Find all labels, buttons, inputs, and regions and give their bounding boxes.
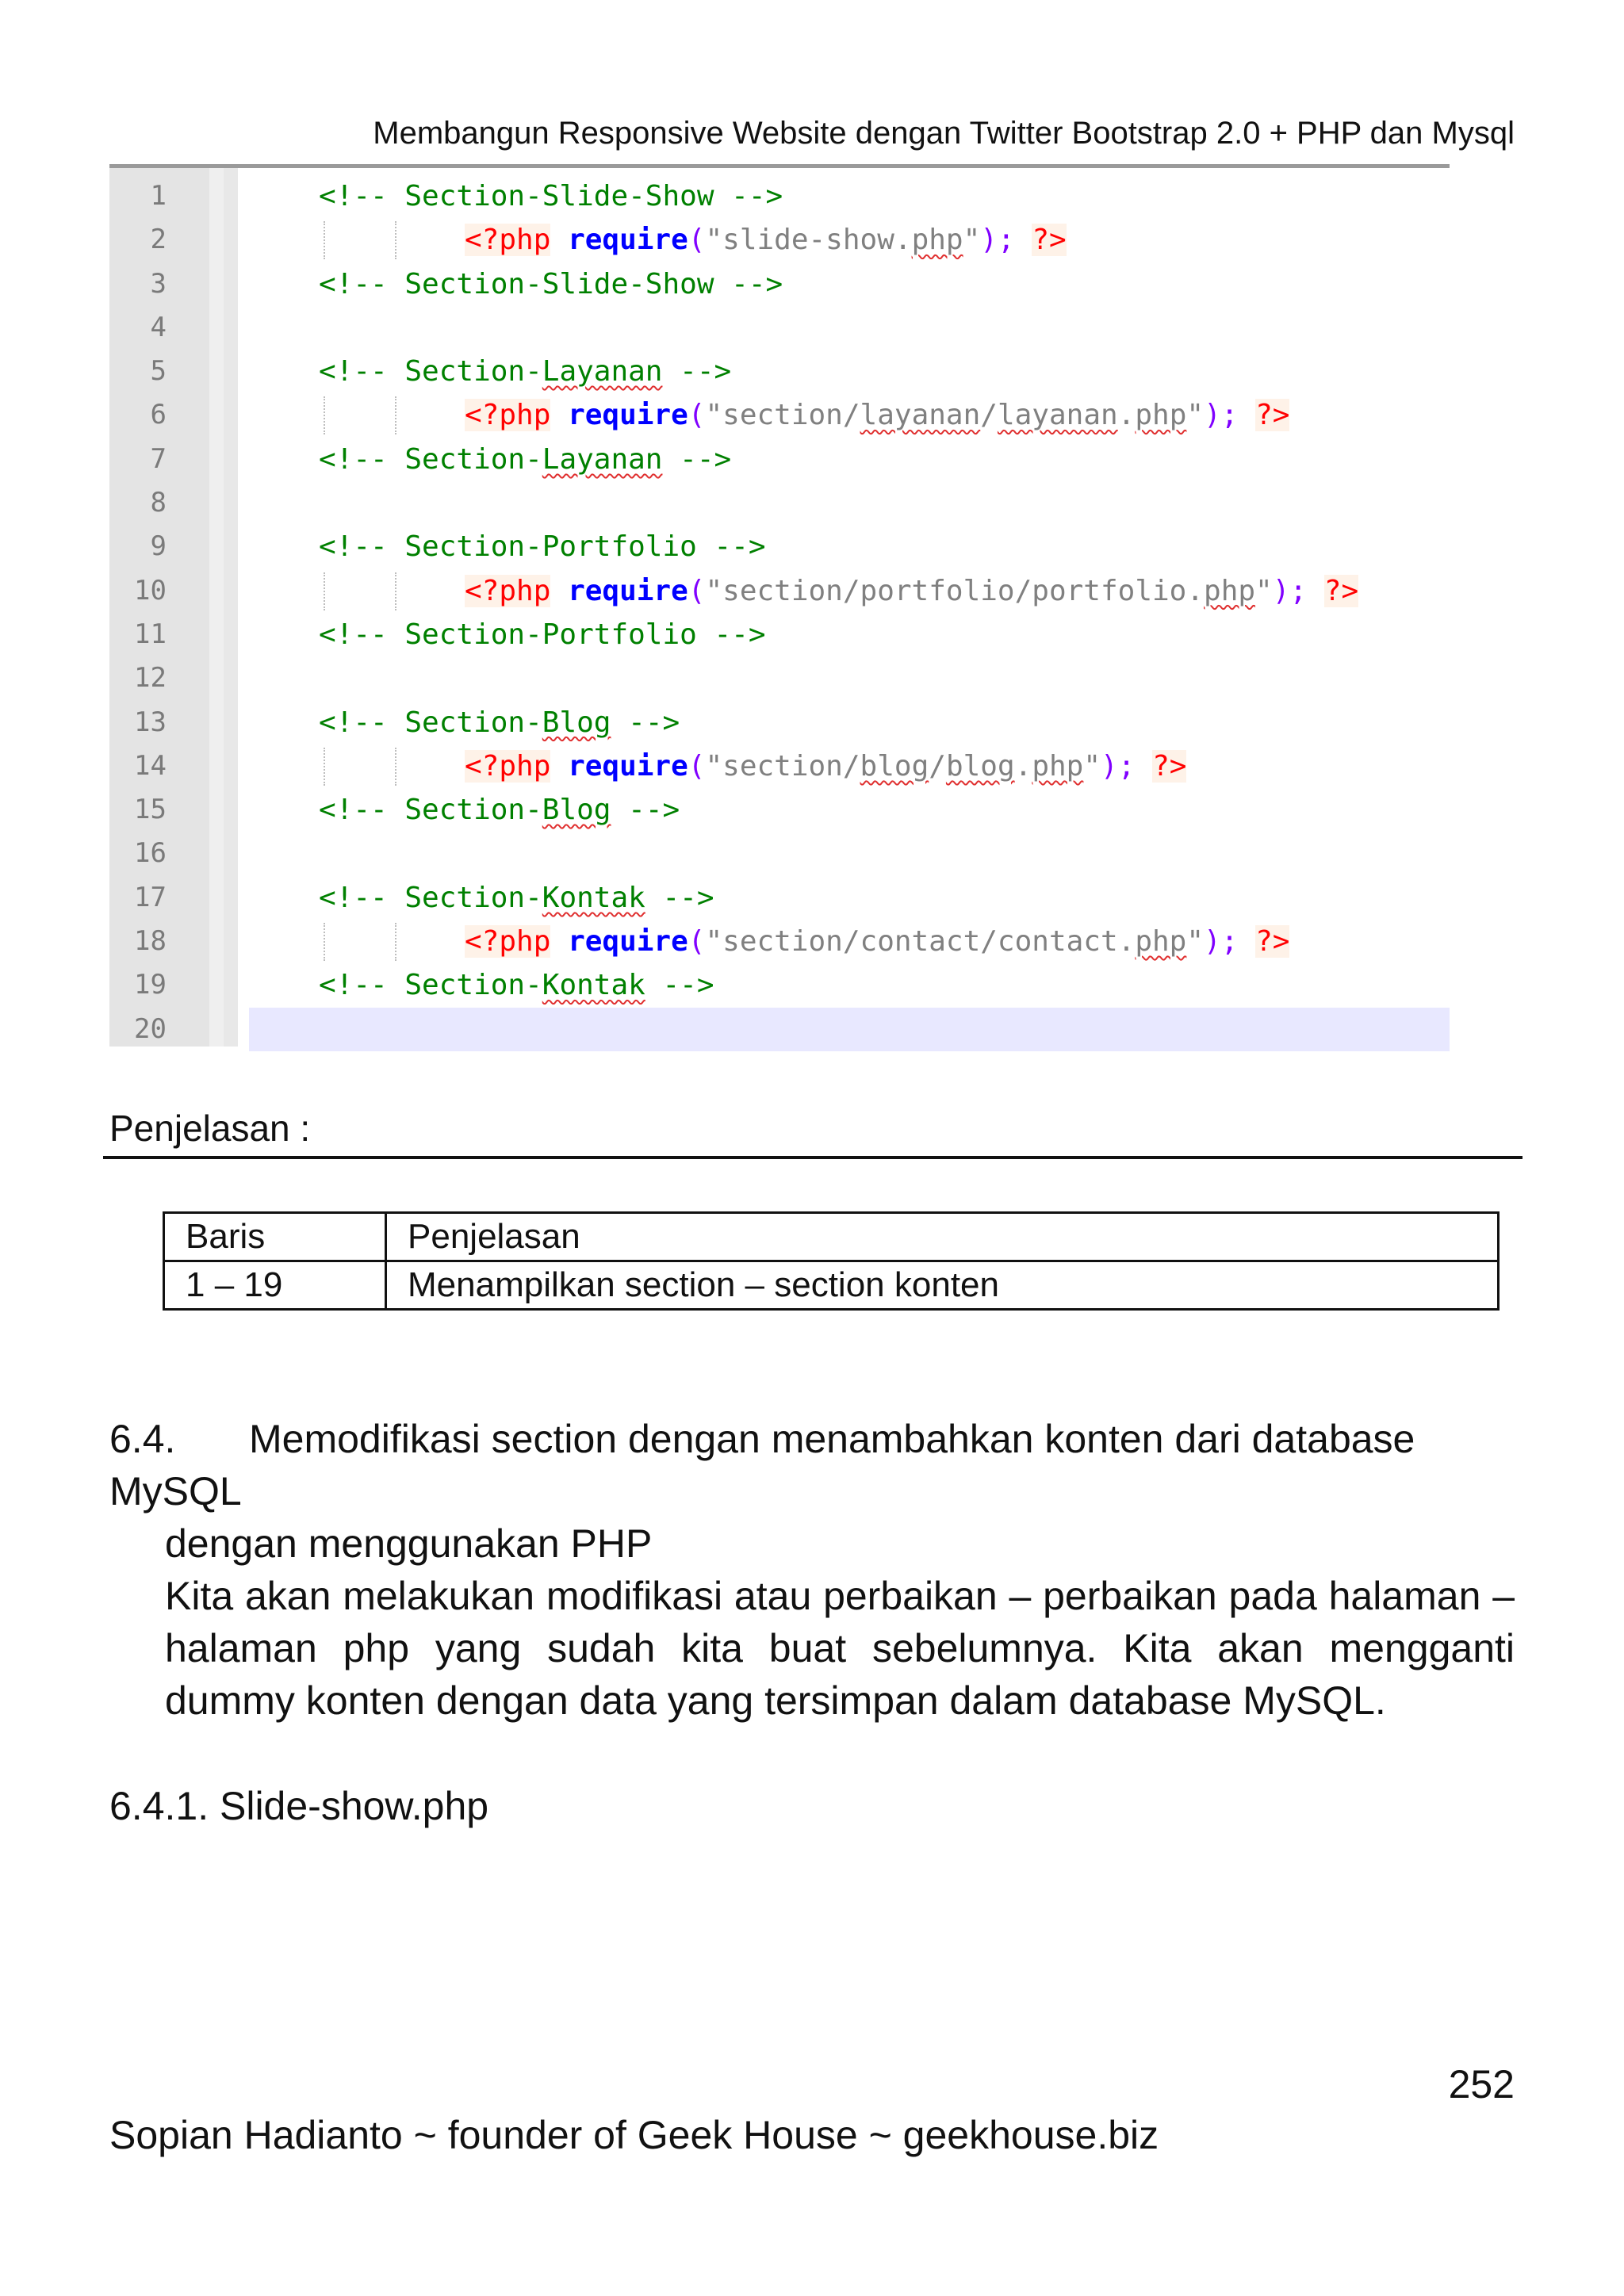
line-number: 14	[134, 749, 167, 782]
code-token: );	[1101, 749, 1136, 783]
indent-guide	[395, 748, 396, 786]
line-number: 15	[134, 794, 167, 826]
code-token: "slide-show.	[705, 224, 912, 257]
code-token: (	[688, 574, 706, 607]
code-token: blog	[945, 749, 1015, 783]
code-line	[109, 788, 1450, 832]
section-number: 6.4.	[109, 1417, 176, 1461]
code-token: layanan	[860, 399, 981, 432]
code-token: Kontak	[542, 881, 645, 914]
code-token	[550, 575, 568, 607]
code-token: Blog	[542, 706, 611, 739]
code-token	[1238, 399, 1255, 431]
code-token: );	[980, 224, 1015, 257]
code-token: -->	[662, 442, 732, 476]
subsection-heading: 6.4.1. Slide-show.php	[109, 1784, 489, 1828]
code-token	[550, 399, 568, 431]
page-footer: Sopian Hadianto ~ founder of Geek House ~ geekhouse.biz	[109, 2113, 1159, 2157]
code-text	[319, 262, 783, 306]
code-token: .	[1117, 399, 1136, 432]
code-token: php	[1135, 399, 1187, 432]
line-number: 3	[150, 267, 167, 300]
code-text	[319, 788, 680, 832]
code-token: -->	[611, 794, 680, 827]
line-number: 18	[134, 925, 167, 958]
indent-guide	[324, 748, 325, 786]
code-token	[1238, 925, 1255, 958]
code-token: -->	[645, 881, 714, 914]
code-token: (	[688, 399, 706, 432]
code-line	[109, 262, 1450, 306]
indent-guide	[324, 221, 325, 259]
code-token: "section/	[705, 399, 860, 432]
code-token: -->	[611, 706, 680, 739]
section-title-line2: dengan menggunakan PHP	[165, 1521, 653, 1566]
table-cell: Menampilkan section – section konten	[386, 1261, 1499, 1310]
code-token: require	[568, 574, 688, 607]
line-number: 10	[134, 574, 167, 607]
code-token: require	[568, 925, 688, 959]
indent-guide	[395, 396, 396, 434]
line-number: 5	[150, 355, 167, 388]
line-number: 12	[134, 662, 167, 695]
code-token: ?>	[1255, 925, 1290, 959]
table-header-cell: Baris	[164, 1213, 386, 1261]
code-token: require	[568, 399, 688, 432]
code-line	[109, 306, 1450, 350]
code-token: "	[1083, 749, 1101, 783]
code-token: ?>	[1152, 749, 1187, 783]
code-token: /	[929, 749, 946, 783]
code-text	[319, 963, 714, 1007]
code-text	[465, 569, 1358, 613]
code-token: (	[688, 925, 706, 959]
line-number: 7	[150, 442, 167, 475]
code-line	[109, 744, 1450, 788]
code-token: -->	[662, 355, 732, 388]
explanation-label: Penjelasan :	[109, 1108, 311, 1149]
code-text	[319, 174, 783, 218]
code-token: );	[1204, 925, 1239, 959]
code-token	[1015, 224, 1032, 256]
code-line	[109, 876, 1450, 920]
code-token: php	[1204, 574, 1256, 607]
line-number: 1	[150, 180, 167, 212]
section-heading	[109, 1413, 1515, 1570]
code-text	[319, 438, 731, 481]
page-header: Membangun Responsive Website dengan Twitter Bootstrap 2.0 + PHP dan Mysql	[373, 116, 1515, 151]
code-token	[1135, 750, 1152, 783]
line-number: 2	[150, 224, 167, 256]
code-token: php	[1032, 749, 1084, 783]
line-number: 17	[134, 881, 167, 913]
indent-guide	[324, 923, 325, 961]
code-text	[319, 525, 766, 568]
indent-guide	[395, 221, 396, 259]
code-text	[319, 876, 714, 920]
code-token: require	[568, 749, 688, 783]
line-number: 9	[150, 530, 167, 563]
code-token: -->	[645, 969, 714, 1002]
code-token: Layanan	[542, 355, 663, 388]
code-token: <?php	[465, 224, 551, 257]
code-token: "	[1186, 399, 1205, 432]
code-token: php	[1135, 925, 1187, 959]
line-number: 4	[150, 311, 167, 343]
code-token: ?>	[1323, 574, 1359, 607]
code-token: <!-- Section-Slide-Show -->	[319, 267, 783, 300]
code-line	[109, 218, 1450, 262]
code-token: Layanan	[542, 442, 663, 476]
code-token: .	[1014, 749, 1032, 783]
code-token	[550, 224, 568, 256]
page-number: 252	[1448, 2062, 1515, 2107]
code-token: ?>	[1255, 399, 1290, 432]
code-line	[109, 832, 1450, 875]
line-number: 11	[134, 618, 167, 650]
code-text	[465, 218, 1067, 262]
indent-guide	[324, 396, 325, 434]
current-line-highlight	[249, 1008, 1450, 1051]
explanation-rule	[103, 1156, 1522, 1159]
indent-guide	[324, 572, 325, 610]
code-line	[109, 701, 1450, 744]
line-number: 16	[134, 837, 167, 870]
code-line	[109, 613, 1450, 656]
code-token: <!-- Section-	[319, 969, 542, 1002]
code-line	[109, 920, 1450, 963]
code-text	[465, 393, 1289, 437]
code-token: "section/contact/contact.	[705, 925, 1136, 959]
body-paragraph: Kita akan melakukan modifikasi atau perbaikan – perbaikan pada halaman – halaman php yang sudah kita buat sebelumnya. Kita akan mengganti dummy konten dengan data yang tersimpan dalam database MySQL.	[165, 1574, 1515, 1723]
code-token: (	[688, 224, 706, 257]
code-token	[550, 925, 568, 958]
indent-guide	[395, 923, 396, 961]
code-token	[1307, 575, 1324, 607]
code-line	[109, 481, 1450, 525]
code-text	[319, 613, 766, 656]
code-token: Kontak	[542, 969, 645, 1002]
code-text	[319, 701, 680, 744]
code-token: <!-- Section-	[319, 706, 542, 739]
code-text	[465, 920, 1289, 963]
code-token: ?>	[1032, 224, 1067, 257]
code-token: <?php	[465, 574, 551, 607]
code-line	[109, 393, 1450, 437]
code-token: require	[568, 224, 688, 257]
code-text	[465, 744, 1186, 788]
code-token: "	[963, 224, 981, 257]
line-number: 20	[134, 1012, 167, 1045]
code-editor-screenshot	[109, 168, 1450, 1047]
code-line	[109, 569, 1450, 613]
code-token: <?php	[465, 925, 551, 959]
code-token	[550, 750, 568, 783]
code-token: <!-- Section-	[319, 355, 542, 388]
section-title-line1: Memodifikasi section dengan menambahkan konten dari database MySQL	[109, 1417, 1415, 1513]
code-line	[109, 963, 1450, 1007]
explanation-table	[163, 1211, 1500, 1311]
line-number: 19	[134, 969, 167, 1001]
code-token: "section/	[705, 749, 860, 783]
table-row	[164, 1261, 1499, 1310]
code-lines	[109, 174, 1450, 1051]
code-token: "	[1255, 574, 1273, 607]
code-line	[109, 438, 1450, 481]
code-token: <!-- Section-	[319, 881, 542, 914]
code-token: php	[911, 224, 963, 257]
code-token: <!-- Section-Slide-Show -->	[319, 180, 783, 212]
code-token: );	[1272, 574, 1308, 607]
code-token: <?php	[465, 399, 551, 432]
code-token: layanan	[997, 399, 1118, 432]
line-number: 13	[134, 706, 167, 738]
code-token: /	[980, 399, 998, 432]
code-token: blog	[860, 749, 929, 783]
code-token: );	[1204, 399, 1239, 432]
line-number: 8	[150, 487, 167, 519]
code-token: "	[1186, 925, 1205, 959]
code-token: <!-- Section-Portfolio -->	[319, 618, 766, 651]
table-header-cell: Penjelasan	[386, 1213, 1499, 1261]
indent-guide	[395, 572, 396, 610]
code-line	[109, 525, 1450, 568]
table-cell: 1 – 19	[164, 1261, 386, 1310]
code-line	[109, 174, 1450, 218]
code-token: <!-- Section-	[319, 442, 542, 476]
code-token: Blog	[542, 794, 611, 827]
code-token: (	[688, 749, 706, 783]
code-text	[319, 350, 731, 393]
code-token: "section/portfolio/portfolio.	[705, 574, 1205, 607]
code-line	[109, 1008, 1450, 1051]
code-token: <!-- Section-Portfolio -->	[319, 530, 766, 564]
code-line	[109, 656, 1450, 700]
code-token: <?php	[465, 749, 551, 783]
code-token: <!-- Section-	[319, 794, 542, 827]
line-number: 6	[150, 399, 167, 431]
table-header-row	[164, 1213, 1499, 1261]
code-line	[109, 350, 1450, 393]
